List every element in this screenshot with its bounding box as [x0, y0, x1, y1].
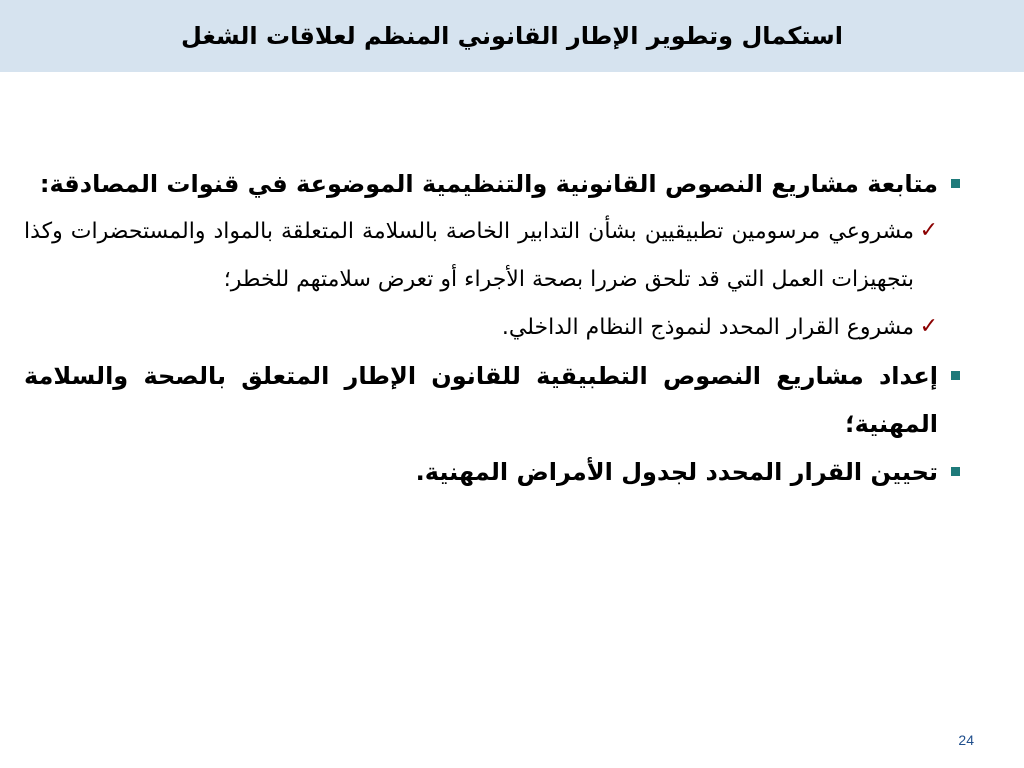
square-bullet-icon — [951, 467, 960, 476]
bullet-text: متابعة مشاريع النصوص القانونية والتنظيمية الموضوعة في قنوات المصادقة: — [39, 170, 938, 198]
bullet-text: تحيين القرار المحدد لجدول الأمراض المهنية. — [415, 458, 938, 486]
bullet-text: إعداد مشاريع النصوص التطبيقية للقانون الإطار المتعلق بالصحة والسلامة المهنية؛ — [24, 362, 938, 438]
slide-title: استكمال وتطوير الإطار القانوني المنظم لعلاقات الشغل — [181, 22, 843, 50]
page-number: 24 — [958, 732, 974, 748]
sub-bullet-text: مشروع القرار المحدد لنموذج النظام الداخلي. — [501, 315, 914, 340]
bullet-item — [24, 352, 962, 448]
sub-bullet-item — [24, 208, 938, 304]
bullet-item — [24, 160, 962, 208]
checkmark-icon: ✓ — [919, 314, 938, 339]
checkmark-icon: ✓ — [919, 218, 938, 243]
sub-bullet-text: مشروعي مرسومين تطبيقيين بشأن التدابير الخاصة بالسلامة المتعلقة بالمواد والمستحضرات وكذا بتجهيزات العمل التي قد تلحق ضررا بصحة الأجراء أو تعرض سلامتهم للخطر؛ — [24, 219, 914, 292]
bullet-item — [24, 448, 962, 496]
sub-bullet-item — [24, 304, 938, 352]
square-bullet-icon — [951, 371, 960, 380]
bullet-list — [24, 160, 962, 496]
title-bar — [0, 0, 1024, 72]
square-bullet-icon — [951, 179, 960, 188]
